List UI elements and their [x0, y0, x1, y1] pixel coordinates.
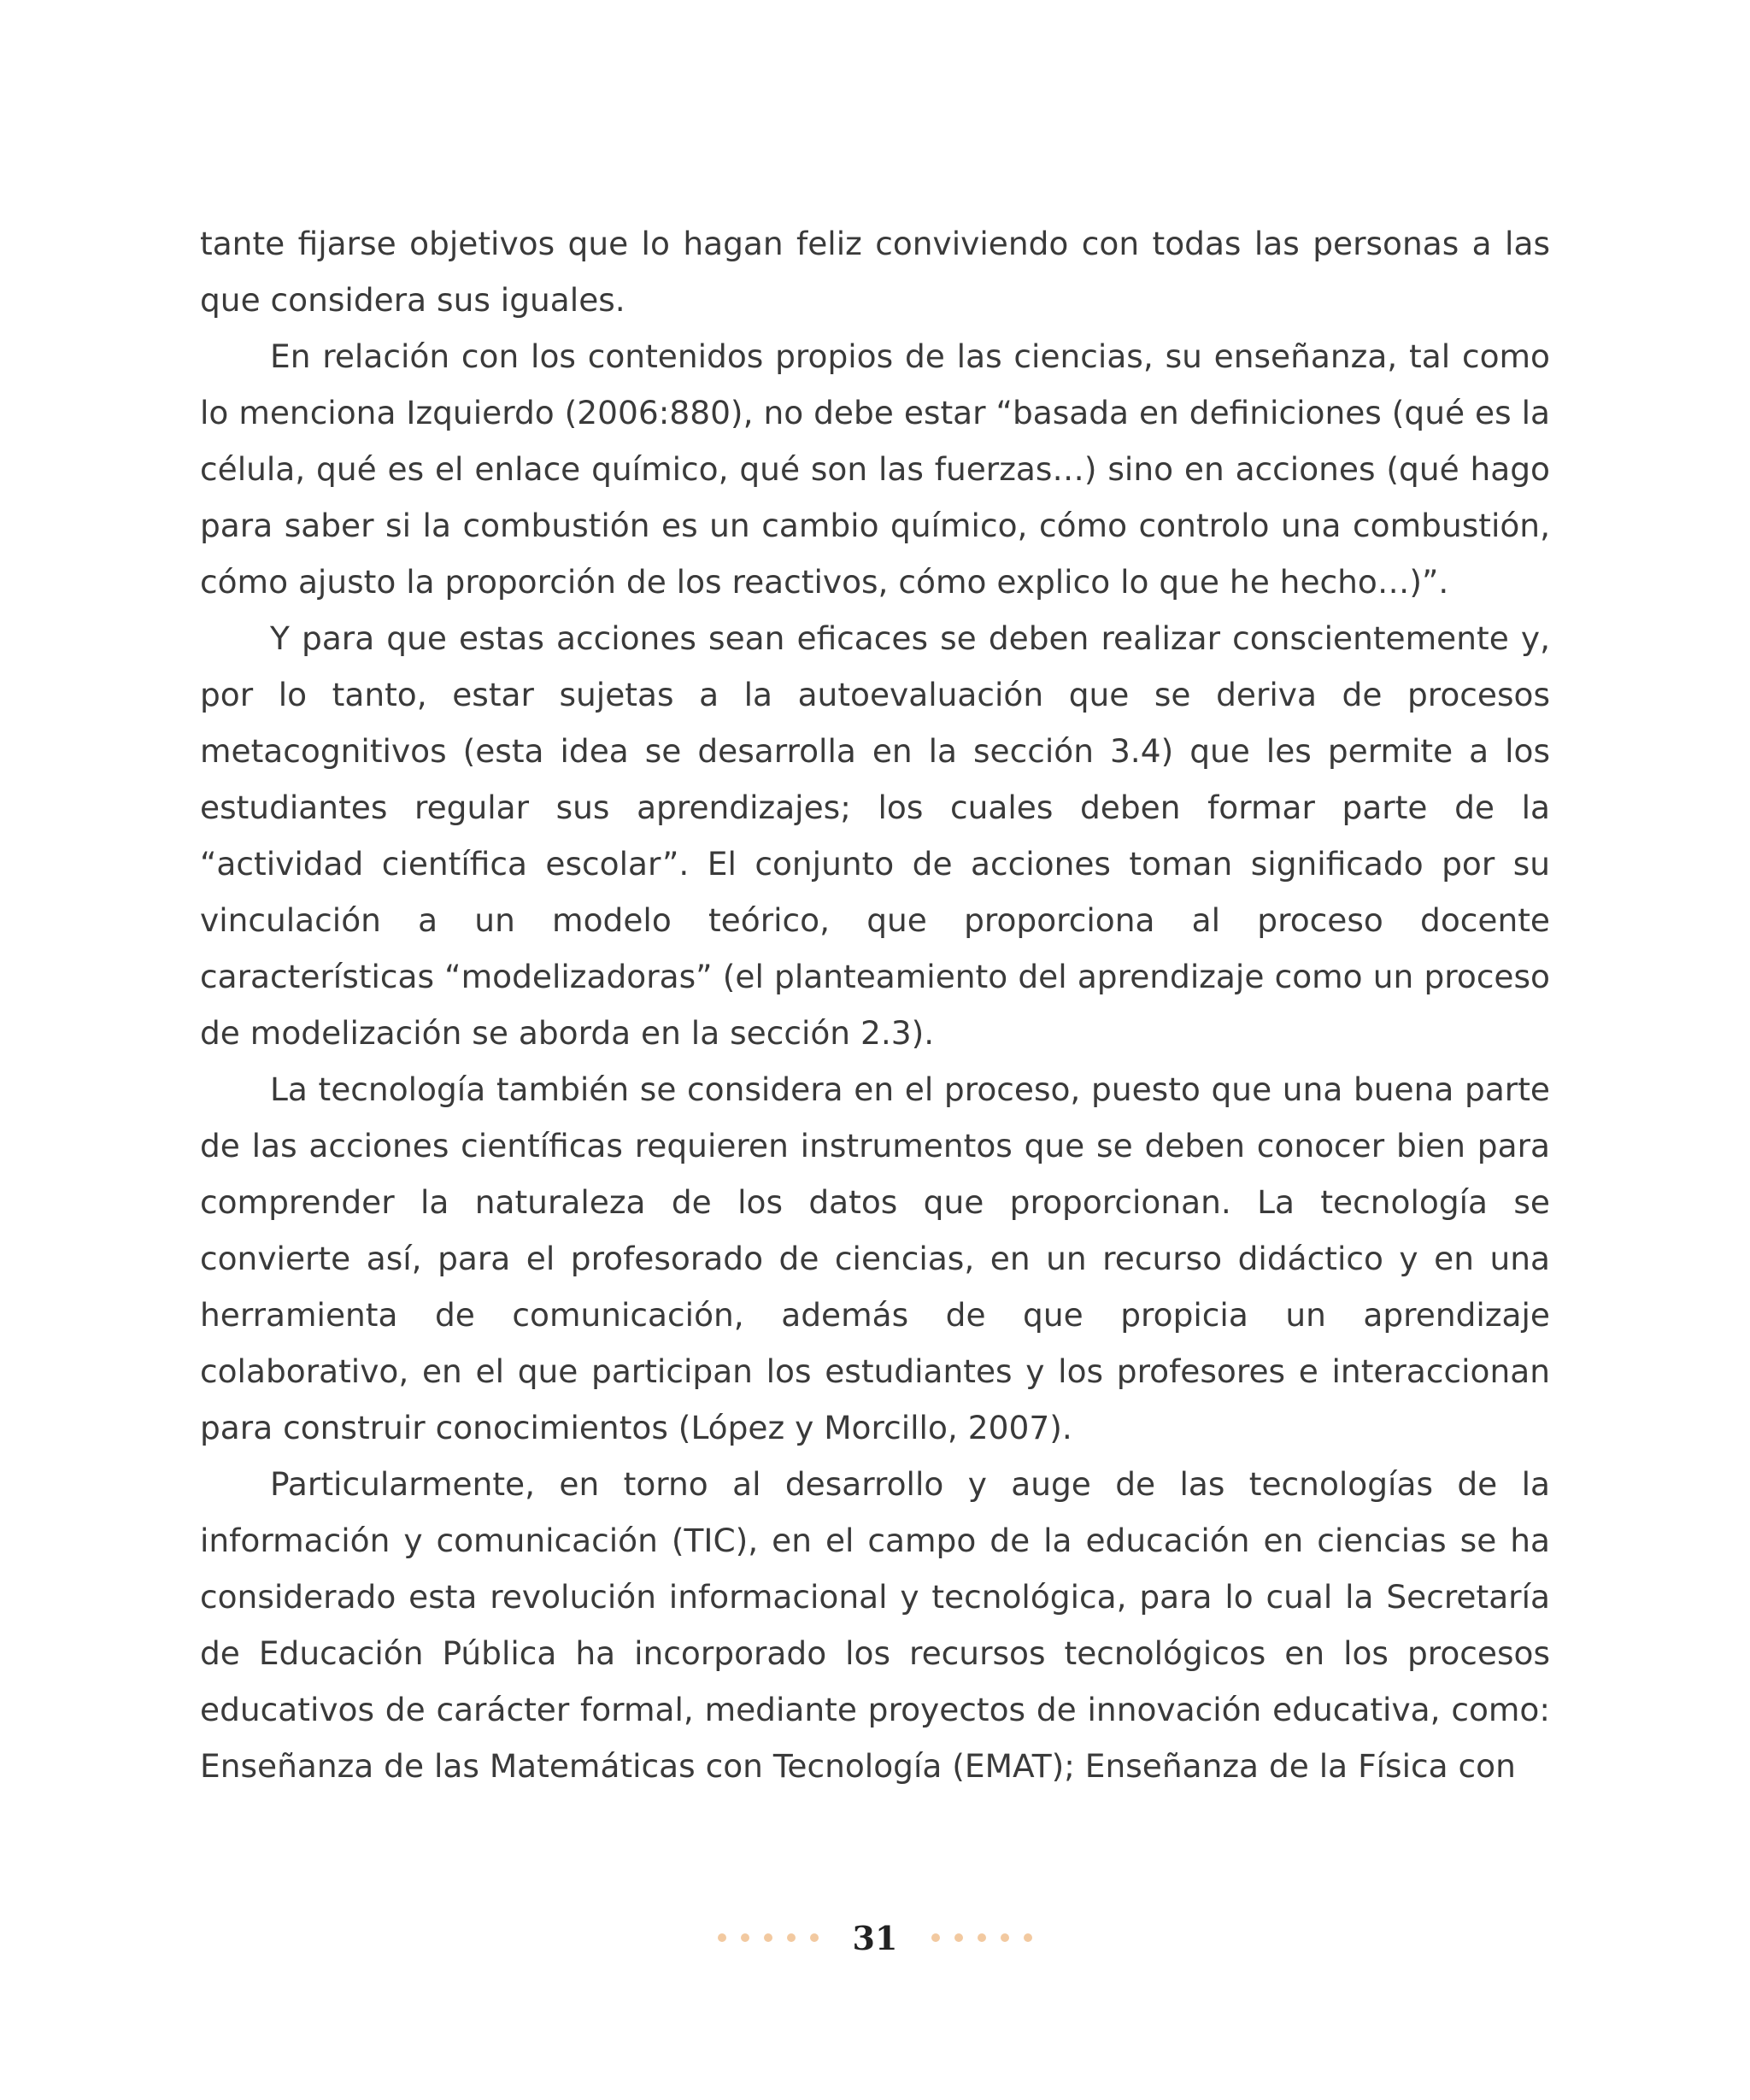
- footer-dot: [741, 1933, 749, 1942]
- footer-dots-left: [718, 1933, 819, 1942]
- footer-dot: [954, 1933, 963, 1942]
- paragraph: Particularmente, en torno al desarrollo y auge de las tecnologías de la información y comunicación (TIC), en el campo de la educación en ciencias se ha considerado esta revolución informacional y tecnológica, para lo cual la Secretaría de Educación Pública ha incorporado los recursos tecnológicos en los procesos educativos de carácter formal, mediante proyectos de innovación educativa, como: Enseñanza de las Matemáticas con Tecnología (EMAT); Enseñanza de la Física con: [200, 1465, 1550, 1785]
- footer-dot: [718, 1933, 726, 1942]
- footer-dot: [978, 1933, 986, 1942]
- body-text: [200, 215, 1550, 1794]
- footer-dot: [764, 1933, 772, 1942]
- footer-dot: [1024, 1933, 1032, 1942]
- paragraph: En relación con los contenidos propios de las ciencias, su enseñanza, tal como lo menciona Izquierdo (2006:880), no debe estar “basada en definiciones (qué es la célula, qué es el enlace químico, qué son las fuerzas…) sino en acciones (qué hago para saber si la combustión es un cambio químico, cómo controlo una combustión, cómo ajusto la proporción de los reactivos, cómo explico lo que he hecho…)”.: [200, 337, 1550, 601]
- footer-dot: [1001, 1933, 1009, 1942]
- page-number: 31: [852, 1918, 898, 1957]
- footer-dot: [787, 1933, 796, 1942]
- footer-dots-right: [931, 1933, 1032, 1942]
- footer-dot: [931, 1933, 940, 1942]
- paragraph: Y para que estas acciones sean eficaces se deben realizar conscientemente y, por lo tanto, estar sujetas a la autoevaluación que se deriva de procesos metacognitivos (esta idea se desarrolla en la sección 3.4) que les permite a los estudiantes regular sus aprendizajes; los cuales deben formar parte de la “actividad científica escolar”. El conjunto de acciones toman significado por su vinculación a un modelo teórico, que proporciona al proceso docente características “modelizadoras” (el planteamiento del aprendizaje como un proceso de modelización se aborda en la sección 2.3).: [200, 619, 1550, 1052]
- page-footer: [0, 1912, 1750, 1963]
- paragraph: La tecnología también se considera en el proceso, puesto que una buena parte de las acciones científicas requieren instrumentos que se deben conocer bien para comprender la naturaleza de los datos que proporcionan. La tecnología se convierte así, para el profesorado de ciencias, en un recurso didáctico y en una herramienta de comunicación, además de que propicia un aprendizaje colaborativo, en el que participan los estudiantes y los profesores e interaccionan para construir conocimientos (López y Morcillo, 2007).: [200, 1071, 1550, 1446]
- paragraph-continued: tante fijarse objetivos que lo hagan feliz conviviendo con todas las personas a las que considera sus iguales.: [200, 225, 1550, 319]
- footer-dot: [810, 1933, 819, 1942]
